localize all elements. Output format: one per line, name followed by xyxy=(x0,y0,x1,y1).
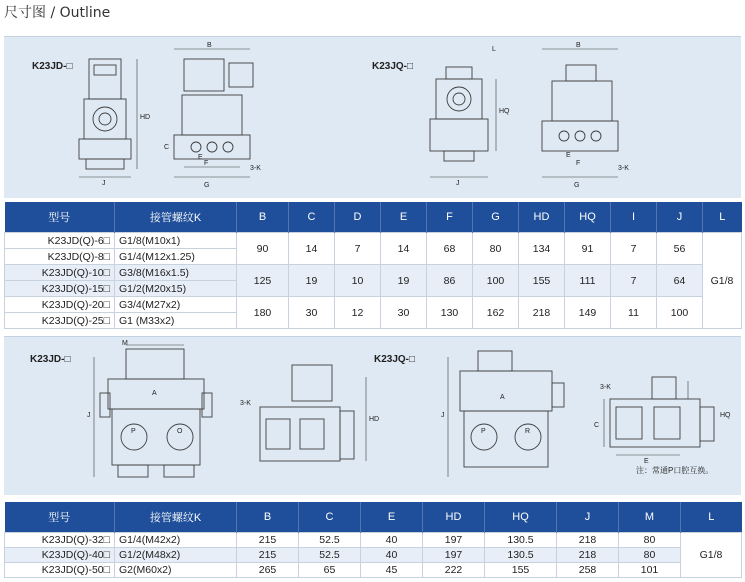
outline-drawing-1 xyxy=(4,37,741,198)
cell-d: 7 xyxy=(335,233,381,265)
table-header-row xyxy=(5,502,742,533)
cell-l: G1/8 xyxy=(703,233,742,329)
cell-hq: 149 xyxy=(565,297,611,329)
dim-k-label-4: 3-K xyxy=(600,384,611,391)
model-label-k23jq-2: K23JQ-□ xyxy=(374,354,416,365)
cell-hq: 155 xyxy=(485,563,557,578)
dim-g-label-2: G xyxy=(574,182,580,189)
cell-m: 80 xyxy=(619,548,681,563)
cell-i: 7 xyxy=(611,233,657,265)
table-row xyxy=(5,548,742,563)
outline-drawing-panel-1 xyxy=(4,36,741,198)
cell-thread: G1/2(M48x2) xyxy=(115,548,237,563)
col-header-hd: HD xyxy=(423,502,485,533)
k23jq-large-side-view xyxy=(594,377,731,465)
cell-hq: 130.5 xyxy=(485,533,557,548)
col-header-i: I xyxy=(611,202,657,233)
cell-hd: 197 xyxy=(423,548,485,563)
cell-b: 215 xyxy=(237,533,299,548)
col-header-hq: HQ xyxy=(565,202,611,233)
cell-hd: 134 xyxy=(519,233,565,265)
dim-j-label-2: J xyxy=(456,180,460,187)
dim-f-label: F xyxy=(204,160,209,167)
col-header-c: C xyxy=(299,502,361,533)
k23jq-side-view xyxy=(542,42,629,189)
page-header: 尺寸图 / Outline xyxy=(4,5,111,21)
cell-c: 30 xyxy=(289,297,335,329)
dim-e-label: E xyxy=(198,154,203,161)
k23jq-front-view xyxy=(430,46,510,187)
port-a-label: A xyxy=(152,390,157,397)
cell-e: 45 xyxy=(361,563,423,578)
cell-model: K23JD(Q)-20□ xyxy=(5,297,115,313)
col-header-e: E xyxy=(361,502,423,533)
cell-hq: 130.5 xyxy=(485,548,557,563)
cell-f: 86 xyxy=(427,265,473,297)
cell-d: 10 xyxy=(335,265,381,297)
cell-thread: G3/4(M27x2) xyxy=(115,297,237,313)
cell-e: 14 xyxy=(381,233,427,265)
model-label-k23jq: K23JQ-□ xyxy=(372,61,414,72)
cell-b: 90 xyxy=(237,233,289,265)
k23jq-large-front-view xyxy=(441,351,564,477)
dim-e-label-3: E xyxy=(644,458,649,465)
cell-hd: 218 xyxy=(519,297,565,329)
col-header-thread: 接管螺纹K xyxy=(115,202,237,233)
cell-g: 162 xyxy=(473,297,519,329)
k23jd-large-side-view xyxy=(240,365,379,461)
cell-model: K23JD(Q)-32□ xyxy=(5,533,115,548)
cell-e: 19 xyxy=(381,265,427,297)
cell-f: 130 xyxy=(427,297,473,329)
col-header-c: C xyxy=(289,202,335,233)
cell-c: 14 xyxy=(289,233,335,265)
col-header-l: L xyxy=(681,502,742,533)
cell-model: K23JD(Q)-8□ xyxy=(5,249,115,265)
cell-i: 11 xyxy=(611,297,657,329)
cell-j: 64 xyxy=(657,265,703,297)
cell-b: 125 xyxy=(237,265,289,297)
cell-j: 100 xyxy=(657,297,703,329)
cell-thread: G1/2(M20x15) xyxy=(115,281,237,297)
col-header-hq: HQ xyxy=(485,502,557,533)
cell-thread: G2(M60x2) xyxy=(115,563,237,578)
dim-hd-label-2: HD xyxy=(369,416,380,423)
col-header-hd: HD xyxy=(519,202,565,233)
cell-model: K23JD(Q)-50□ xyxy=(5,563,115,578)
cell-c: 65 xyxy=(299,563,361,578)
cell-b: 215 xyxy=(237,548,299,563)
cell-e: 40 xyxy=(361,533,423,548)
dim-e-label-2: E xyxy=(566,152,571,159)
k23jd-front-view xyxy=(79,59,150,187)
col-header-j: J xyxy=(657,202,703,233)
dim-b-label: B xyxy=(207,42,212,49)
port-a-label-2: A xyxy=(500,394,505,401)
port-r-label: R xyxy=(525,428,531,435)
cell-model: K23JD(Q)-25□ xyxy=(5,313,115,329)
dim-c-label: C xyxy=(164,144,170,151)
cell-f: 68 xyxy=(427,233,473,265)
table-row xyxy=(5,297,742,313)
dim-hq-label-2: HQ xyxy=(720,412,731,419)
table-row xyxy=(5,233,742,249)
outline-drawing-panel-2 xyxy=(4,336,741,495)
cell-j: 218 xyxy=(557,533,619,548)
cell-e: 30 xyxy=(381,297,427,329)
table-row xyxy=(5,563,742,578)
cell-thread: G1 (M33x2) xyxy=(115,313,237,329)
note-text: 注：常通P口腔互换。 xyxy=(636,466,714,475)
cell-model: K23JD(Q)-10□ xyxy=(5,265,115,281)
cell-hd: 155 xyxy=(519,265,565,297)
cell-hd: 197 xyxy=(423,533,485,548)
cell-b: 180 xyxy=(237,297,289,329)
col-header-thread: 接管螺纹K xyxy=(115,502,237,533)
col-header-model: 型号 xyxy=(5,502,115,533)
col-header-l: L xyxy=(703,202,742,233)
col-header-b: B xyxy=(237,202,289,233)
col-header-j: J xyxy=(557,502,619,533)
table-row xyxy=(5,533,742,548)
cell-c: 52.5 xyxy=(299,548,361,563)
cell-hq: 91 xyxy=(565,233,611,265)
cell-m: 80 xyxy=(619,533,681,548)
col-header-f: F xyxy=(427,202,473,233)
cell-thread: G1/4(M12x1.25) xyxy=(115,249,237,265)
cell-thread: G3/8(M16x1.5) xyxy=(115,265,237,281)
cell-l: G1/8 xyxy=(681,533,742,578)
dim-k-label-3: 3-K xyxy=(240,400,251,407)
cell-model: K23JD(Q)-15□ xyxy=(5,281,115,297)
cell-b: 265 xyxy=(237,563,299,578)
cell-g: 80 xyxy=(473,233,519,265)
dim-g-label: G xyxy=(204,182,210,189)
col-header-m: M xyxy=(619,502,681,533)
col-header-model: 型号 xyxy=(5,202,115,233)
table-row xyxy=(5,265,742,281)
spec-table-2 xyxy=(4,502,742,578)
dim-k-label-2: 3-K xyxy=(618,165,629,172)
cell-c: 19 xyxy=(289,265,335,297)
dim-j-label: J xyxy=(102,180,106,187)
dim-b-label-2: B xyxy=(576,42,581,49)
spec-table-1 xyxy=(4,202,742,329)
cell-e: 40 xyxy=(361,548,423,563)
cell-model: K23JD(Q)-6□ xyxy=(5,233,115,249)
model-label-k23jd: K23JD-□ xyxy=(32,61,73,72)
cell-j: 258 xyxy=(557,563,619,578)
k23jd-side-view xyxy=(164,42,261,189)
cell-thread: G1/4(M42x2) xyxy=(115,533,237,548)
port-p-label-2: P xyxy=(481,428,486,435)
model-label-k23jd-2: K23JD-□ xyxy=(30,354,71,365)
dim-j-label-4: J xyxy=(441,412,445,419)
dim-k-label: 3-K xyxy=(250,165,261,172)
dim-f-label-2: F xyxy=(576,160,581,167)
dim-l-label: L xyxy=(492,46,496,53)
cell-i: 7 xyxy=(611,265,657,297)
col-header-e: E xyxy=(381,202,427,233)
dim-m-label: M xyxy=(122,340,128,347)
outline-drawing-2 xyxy=(4,337,741,495)
cell-j: 56 xyxy=(657,233,703,265)
cell-hq: 111 xyxy=(565,265,611,297)
port-p-label: P xyxy=(131,428,136,435)
table-header-row xyxy=(5,202,742,233)
dim-hd-label: HD xyxy=(140,114,151,121)
dim-c-label-2: C xyxy=(594,422,600,429)
cell-j: 218 xyxy=(557,548,619,563)
cell-m: 101 xyxy=(619,563,681,578)
port-o-label: O xyxy=(177,428,183,435)
cell-model: K23JD(Q)-40□ xyxy=(5,548,115,563)
dim-hq-label: HQ xyxy=(499,108,510,115)
cell-d: 12 xyxy=(335,297,381,329)
cell-hd: 222 xyxy=(423,563,485,578)
col-header-b: B xyxy=(237,502,299,533)
cell-g: 100 xyxy=(473,265,519,297)
dim-j-label-3: J xyxy=(87,412,91,419)
k23jd-large-front-view xyxy=(87,340,212,477)
col-header-d: D xyxy=(335,202,381,233)
col-header-g: G xyxy=(473,202,519,233)
cell-thread: G1/8(M10x1) xyxy=(115,233,237,249)
cell-c: 52.5 xyxy=(299,533,361,548)
